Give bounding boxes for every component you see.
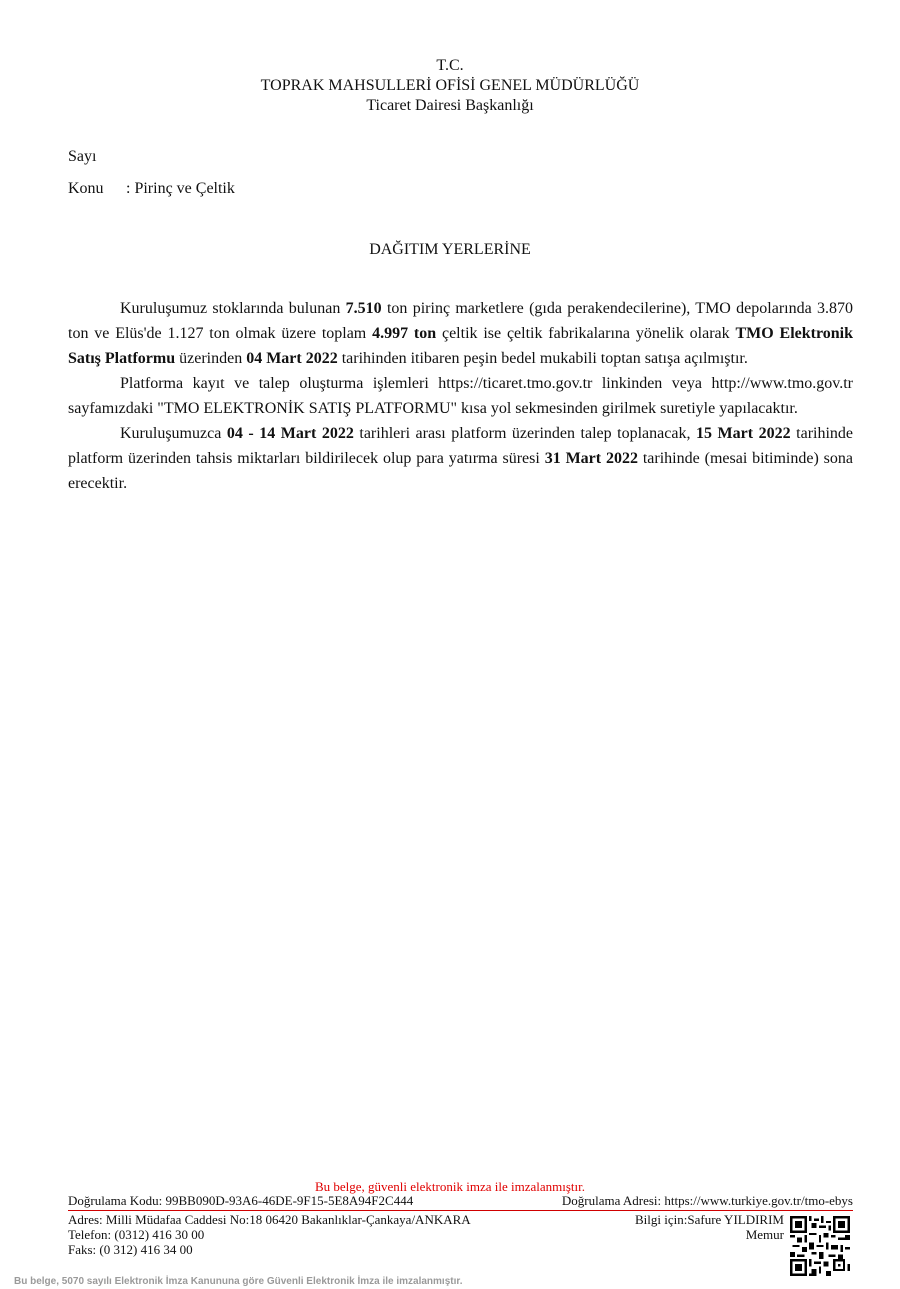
header-organization: TOPRAK MAHSULLERİ OFİSİ GENEL MÜDÜRLÜĞÜ [260, 77, 640, 94]
p1-text-2: ton pirinç marketlere (gıda perakendecilerine), TMO depolarında 3.870 ton ve Elüs'de 1.127 ton olmak üzere toplam [68, 300, 853, 342]
legal-footer-note: Bu belge, 5070 sayılı Elektronik İmza Kanununa göre Güvenli Elektronik İmza ile imzalanmıştır. [14, 1276, 463, 1287]
header-tc: T.C. [436, 57, 464, 74]
sayi-row [68, 148, 126, 166]
footer-divider [68, 1210, 853, 1211]
info-title: Memur [745, 1227, 784, 1242]
p3-bold-request-dates: 04 - 14 Mart 2022 [226, 425, 354, 442]
info-block [635, 1212, 784, 1242]
p3-text-4: tarihinde (mesai bitiminde) sona erecektir. [68, 450, 854, 492]
p3-text-1: Kuruluşumuzca [120, 425, 227, 442]
p3-bold-allocation-date: 15 Mart 2022 [696, 425, 791, 442]
p3-text-3: tarihinde platform üzerinden tahsis miktarları bildirilecek olup para yatırma süresi [68, 425, 854, 467]
paragraph-1 [68, 296, 853, 371]
letterhead [0, 56, 900, 116]
address-text: Adres: Milli Müdafaa Caddesi No:18 06420 Bakanlıklar-Çankaya/ANKARA [68, 1212, 471, 1227]
p1-text-3: çeltik ise çeltik fabrikalarına yönelik olarak [436, 325, 736, 342]
p1-bold-platform: TMO Elektronik Satış Platformu [68, 325, 854, 367]
sayi-label: Sayı [68, 148, 97, 165]
verification-code: Doğrulama Kodu: 99BB090D-93A6-46DE-9F15-5E8A94F2C444 [68, 1193, 414, 1208]
konu-row [68, 180, 235, 198]
p1-text-5: tarihinden itibaren peşin bedel mukabili toptan satışa açılmıştır. [337, 350, 748, 367]
verification-address: Doğrulama Adresi: https://www.turkiye.gov.tr/tmo-ebys [561, 1193, 853, 1208]
paragraph-2: Platforma kayıt ve talep oluşturma işlemleri https://ticaret.tmo.gov.tr linkinden veya http://www.tmo.gov.tr sayfamızdaki "TMO ELEKTRONİK SATIŞ PLATFORMU" kısa yol sekmesinden girilmek suretiyle yapılacaktır. [68, 375, 853, 417]
paragraph-3 [68, 421, 853, 496]
header-department: Ticaret Dairesi Başkanlığı [366, 97, 534, 114]
p1-bold-date: 04 Mart 2022 [246, 350, 338, 367]
konu-label: Konu [68, 180, 104, 197]
fax-text: Faks: (0 312) 416 34 00 [68, 1242, 193, 1257]
p1-bold-rice-amount: 7.510 [345, 300, 382, 317]
qr-code-icon [790, 1216, 850, 1276]
p3-bold-payment-deadline: 31 Mart 2022 [544, 450, 638, 467]
p1-bold-paddy-amount: 4.997 ton [372, 325, 437, 342]
p1-text-1: Kuruluşumuz stoklarında bulunan [120, 300, 346, 317]
recipient-title: DAĞITIM YERLERİNE [369, 241, 531, 258]
verification-row [68, 1193, 853, 1209]
info-contact: Bilgi için:Safure YILDIRIM [635, 1212, 784, 1227]
letter-body [68, 296, 853, 496]
p3-text-2: tarihleri arası platform üzerinden talep toplanacak, [353, 425, 696, 442]
phone-text: Telefon: (0312) 416 30 00 [68, 1227, 205, 1242]
konu-value: : Pirinç ve Çeltik [126, 180, 235, 197]
e-signature-note: Bu belge, güvenli elektronik imza ile imzalanmıştır. [314, 1179, 586, 1194]
contact-block [68, 1212, 471, 1257]
p1-text-4: üzerinden [175, 350, 247, 367]
